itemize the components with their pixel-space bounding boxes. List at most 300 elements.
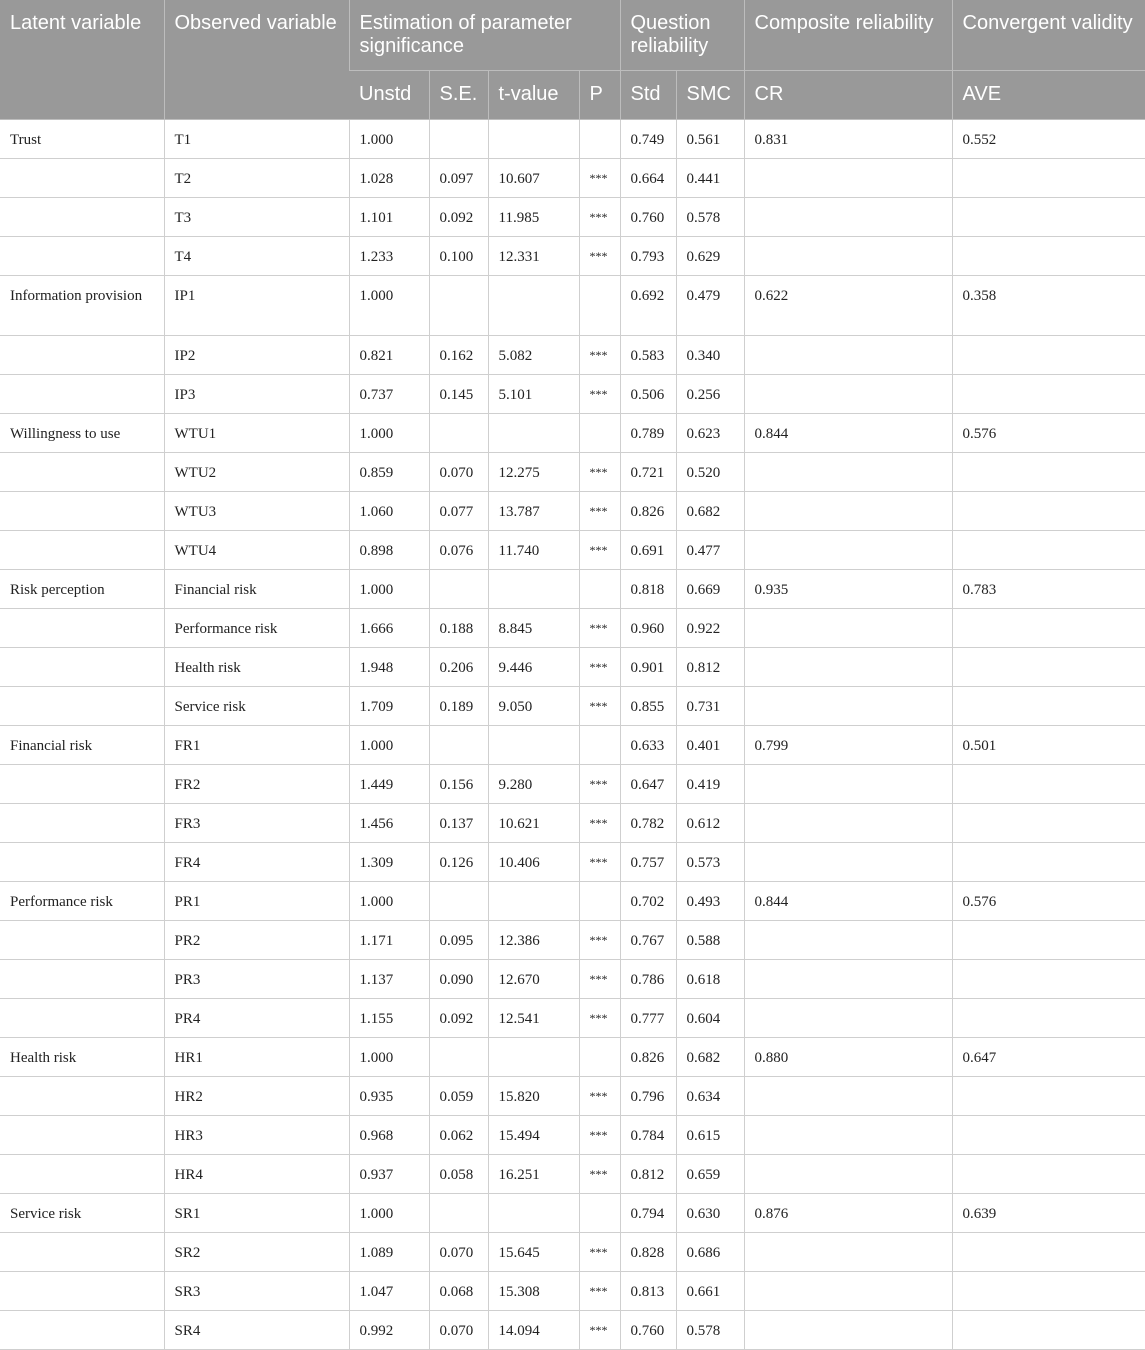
cell-p: *** [579, 804, 620, 843]
cell-latent-variable: Trust [0, 120, 164, 159]
cell-latent-variable [0, 375, 164, 414]
cell-tvalue [488, 570, 579, 609]
cell-unstd: 1.000 [349, 120, 429, 159]
table-header [0, 0, 1145, 120]
table-row [0, 1077, 1145, 1116]
table-body [0, 120, 1145, 1350]
cell-ave [952, 336, 1145, 375]
cell-latent-variable: Financial risk [0, 726, 164, 765]
table-row [0, 237, 1145, 276]
cell-p: *** [579, 1155, 620, 1194]
cell-p: *** [579, 531, 620, 570]
cell-smc: 0.615 [676, 1116, 744, 1155]
cell-smc: 0.340 [676, 336, 744, 375]
cell-observed-variable: PR2 [164, 921, 349, 960]
cell-unstd: 1.101 [349, 198, 429, 237]
cell-observed-variable: SR3 [164, 1272, 349, 1311]
header-convergent-validity: Convergent validity [952, 0, 1145, 71]
cell-smc: 0.441 [676, 159, 744, 198]
table-row [0, 843, 1145, 882]
cell-se: 0.156 [429, 765, 488, 804]
cell-cr [744, 1155, 952, 1194]
cell-latent-variable [0, 336, 164, 375]
cell-unstd: 1.000 [349, 414, 429, 453]
cell-unstd: 1.000 [349, 1194, 429, 1233]
header-question-reliability: Question reliability [620, 0, 744, 71]
cell-latent-variable [0, 159, 164, 198]
cell-cr [744, 336, 952, 375]
cell-tvalue: 12.541 [488, 999, 579, 1038]
cell-ave [952, 687, 1145, 726]
cell-p: *** [579, 1233, 620, 1272]
cell-observed-variable: WTU3 [164, 492, 349, 531]
cell-se [429, 276, 488, 336]
cell-smc: 0.682 [676, 1038, 744, 1077]
cell-tvalue: 13.787 [488, 492, 579, 531]
cell-ave [952, 609, 1145, 648]
cell-cr: 0.876 [744, 1194, 952, 1233]
cell-se: 0.090 [429, 960, 488, 999]
cell-smc: 0.629 [676, 237, 744, 276]
cell-observed-variable: WTU2 [164, 453, 349, 492]
cell-cr [744, 1233, 952, 1272]
table-row [0, 921, 1145, 960]
cell-cr [744, 159, 952, 198]
cell-unstd: 1.000 [349, 726, 429, 765]
cell-observed-variable: Financial risk [164, 570, 349, 609]
header-composite-reliability: Composite reliability [744, 0, 952, 71]
cell-p: *** [579, 453, 620, 492]
cell-ave [952, 1311, 1145, 1350]
cell-std: 0.777 [620, 999, 676, 1038]
cell-unstd: 0.898 [349, 531, 429, 570]
cell-se: 0.095 [429, 921, 488, 960]
cell-ave [952, 1272, 1145, 1311]
cell-se: 0.100 [429, 237, 488, 276]
table-row [0, 609, 1145, 648]
cell-tvalue: 15.494 [488, 1116, 579, 1155]
cell-observed-variable: HR3 [164, 1116, 349, 1155]
cell-se: 0.188 [429, 609, 488, 648]
cell-ave [952, 1155, 1145, 1194]
cell-std: 0.813 [620, 1272, 676, 1311]
table-row [0, 804, 1145, 843]
cell-ave [952, 237, 1145, 276]
cell-std: 0.749 [620, 120, 676, 159]
header-estimation: Estimation of parameter significance [349, 0, 620, 71]
cell-tvalue: 9.050 [488, 687, 579, 726]
cell-tvalue: 16.251 [488, 1155, 579, 1194]
cell-p: *** [579, 765, 620, 804]
cell-unstd: 1.449 [349, 765, 429, 804]
cell-std: 0.767 [620, 921, 676, 960]
cell-p: *** [579, 1272, 620, 1311]
cell-std: 0.664 [620, 159, 676, 198]
cell-tvalue: 5.082 [488, 336, 579, 375]
cell-std: 0.812 [620, 1155, 676, 1194]
cell-cr [744, 687, 952, 726]
table-row [0, 960, 1145, 999]
table-row [0, 648, 1145, 687]
cell-smc: 0.578 [676, 1311, 744, 1350]
cell-cr: 0.844 [744, 882, 952, 921]
cell-ave [952, 1233, 1145, 1272]
cell-tvalue: 9.446 [488, 648, 579, 687]
cell-std: 0.796 [620, 1077, 676, 1116]
cell-latent-variable [0, 804, 164, 843]
table-row [0, 453, 1145, 492]
cell-cr [744, 453, 952, 492]
cell-unstd: 1.233 [349, 237, 429, 276]
cell-ave [952, 159, 1145, 198]
cell-se: 0.068 [429, 1272, 488, 1311]
cell-ave: 0.552 [952, 120, 1145, 159]
cell-smc: 0.623 [676, 414, 744, 453]
cell-p [579, 1194, 620, 1233]
cell-smc: 0.661 [676, 1272, 744, 1311]
cell-tvalue: 12.331 [488, 237, 579, 276]
cell-observed-variable: FR3 [164, 804, 349, 843]
cell-unstd: 1.137 [349, 960, 429, 999]
cell-std: 0.702 [620, 882, 676, 921]
cell-observed-variable: FR2 [164, 765, 349, 804]
cell-unstd: 0.737 [349, 375, 429, 414]
cell-smc: 0.612 [676, 804, 744, 843]
cell-ave [952, 648, 1145, 687]
cell-unstd: 1.000 [349, 1038, 429, 1077]
cell-std: 0.793 [620, 237, 676, 276]
table-row [0, 1233, 1145, 1272]
table-row [0, 159, 1145, 198]
cell-p [579, 120, 620, 159]
table-row [0, 1038, 1145, 1077]
cell-smc: 0.669 [676, 570, 744, 609]
cell-p: *** [579, 1311, 620, 1350]
cell-cr [744, 648, 952, 687]
cell-tvalue: 15.820 [488, 1077, 579, 1116]
cell-se: 0.070 [429, 1311, 488, 1350]
table-row [0, 1116, 1145, 1155]
cell-unstd: 0.935 [349, 1077, 429, 1116]
cell-cr: 0.935 [744, 570, 952, 609]
cell-latent-variable [0, 765, 164, 804]
cell-ave [952, 921, 1145, 960]
cell-p [579, 276, 620, 336]
cell-latent-variable [0, 531, 164, 570]
cell-observed-variable: WTU4 [164, 531, 349, 570]
cell-p: *** [579, 198, 620, 237]
cell-cr [744, 531, 952, 570]
header-tvalue: t-value [488, 71, 579, 120]
header-se: S.E. [429, 71, 488, 120]
cell-p: *** [579, 237, 620, 276]
cell-latent-variable [0, 1272, 164, 1311]
cell-std: 0.855 [620, 687, 676, 726]
cell-ave: 0.576 [952, 414, 1145, 453]
cell-smc: 0.686 [676, 1233, 744, 1272]
table-row [0, 999, 1145, 1038]
cell-cr: 0.880 [744, 1038, 952, 1077]
cell-cr [744, 804, 952, 843]
cell-latent-variable: Risk perception [0, 570, 164, 609]
cell-tvalue: 15.308 [488, 1272, 579, 1311]
cell-p: *** [579, 843, 620, 882]
cell-unstd: 1.028 [349, 159, 429, 198]
cell-cr: 0.831 [744, 120, 952, 159]
table-row [0, 1194, 1145, 1233]
cell-unstd: 1.666 [349, 609, 429, 648]
cell-smc: 0.682 [676, 492, 744, 531]
cell-smc: 0.659 [676, 1155, 744, 1194]
cell-ave [952, 453, 1145, 492]
cell-tvalue: 8.845 [488, 609, 579, 648]
cell-cr [744, 609, 952, 648]
table-row [0, 375, 1145, 414]
cell-unstd: 1.456 [349, 804, 429, 843]
cell-ave: 0.647 [952, 1038, 1145, 1077]
cell-cr [744, 1116, 952, 1155]
cell-observed-variable: T2 [164, 159, 349, 198]
cell-ave [952, 843, 1145, 882]
cell-std: 0.506 [620, 375, 676, 414]
cell-smc: 0.561 [676, 120, 744, 159]
cell-smc: 0.493 [676, 882, 744, 921]
cell-std: 0.583 [620, 336, 676, 375]
cell-latent-variable: Information provision [0, 276, 164, 336]
cell-se: 0.059 [429, 1077, 488, 1116]
cell-p [579, 570, 620, 609]
cell-p: *** [579, 999, 620, 1038]
cell-tvalue [488, 882, 579, 921]
cell-observed-variable: PR3 [164, 960, 349, 999]
table-row [0, 1272, 1145, 1311]
cell-observed-variable: FR1 [164, 726, 349, 765]
header-smc: SMC [676, 71, 744, 120]
cell-p: *** [579, 687, 620, 726]
table-row [0, 492, 1145, 531]
cell-se: 0.076 [429, 531, 488, 570]
cell-observed-variable: Health risk [164, 648, 349, 687]
cell-std: 0.794 [620, 1194, 676, 1233]
cell-cr: 0.799 [744, 726, 952, 765]
cell-tvalue: 9.280 [488, 765, 579, 804]
cell-unstd: 0.968 [349, 1116, 429, 1155]
cell-se: 0.070 [429, 453, 488, 492]
cell-se: 0.126 [429, 843, 488, 882]
header-std: Std [620, 71, 676, 120]
cell-cr: 0.844 [744, 414, 952, 453]
cell-cr [744, 375, 952, 414]
cell-se: 0.137 [429, 804, 488, 843]
cell-p: *** [579, 1077, 620, 1116]
cell-latent-variable [0, 453, 164, 492]
cell-std: 0.782 [620, 804, 676, 843]
table-row [0, 414, 1145, 453]
cell-std: 0.633 [620, 726, 676, 765]
cell-std: 0.691 [620, 531, 676, 570]
cell-std: 0.786 [620, 960, 676, 999]
cell-std: 0.960 [620, 609, 676, 648]
cell-smc: 0.630 [676, 1194, 744, 1233]
cell-se: 0.077 [429, 492, 488, 531]
cell-std: 0.721 [620, 453, 676, 492]
cell-std: 0.828 [620, 1233, 676, 1272]
cell-observed-variable: SR2 [164, 1233, 349, 1272]
cell-ave [952, 960, 1145, 999]
cell-p: *** [579, 960, 620, 999]
cell-p [579, 1038, 620, 1077]
header-observed-variable: Observed variable [164, 0, 349, 120]
cell-smc: 0.477 [676, 531, 744, 570]
cell-observed-variable: T3 [164, 198, 349, 237]
cell-cr [744, 492, 952, 531]
cell-std: 0.826 [620, 1038, 676, 1077]
cell-se [429, 120, 488, 159]
cell-p [579, 414, 620, 453]
cell-std: 0.760 [620, 198, 676, 237]
cell-unstd: 0.992 [349, 1311, 429, 1350]
cell-observed-variable: PR4 [164, 999, 349, 1038]
cell-std: 0.757 [620, 843, 676, 882]
cell-latent-variable [0, 999, 164, 1038]
cell-observed-variable: IP1 [164, 276, 349, 336]
cell-unstd: 1.948 [349, 648, 429, 687]
table-row [0, 276, 1145, 336]
cell-cr [744, 960, 952, 999]
cell-std: 0.901 [620, 648, 676, 687]
table-row [0, 726, 1145, 765]
cell-tvalue [488, 276, 579, 336]
cell-observed-variable: HR2 [164, 1077, 349, 1116]
cell-latent-variable [0, 1116, 164, 1155]
cell-smc: 0.588 [676, 921, 744, 960]
cell-p [579, 726, 620, 765]
cell-observed-variable: T1 [164, 120, 349, 159]
cell-observed-variable: HR4 [164, 1155, 349, 1194]
cell-smc: 0.479 [676, 276, 744, 336]
cell-cr [744, 1272, 952, 1311]
cell-unstd: 1.155 [349, 999, 429, 1038]
cell-ave: 0.501 [952, 726, 1145, 765]
cell-latent-variable [0, 648, 164, 687]
cell-observed-variable: IP3 [164, 375, 349, 414]
cell-unstd: 1.000 [349, 882, 429, 921]
cell-se [429, 414, 488, 453]
cell-se [429, 1194, 488, 1233]
cell-observed-variable: FR4 [164, 843, 349, 882]
cell-ave [952, 765, 1145, 804]
cell-p: *** [579, 921, 620, 960]
cell-tvalue: 10.621 [488, 804, 579, 843]
cell-unstd: 1.709 [349, 687, 429, 726]
cell-latent-variable [0, 843, 164, 882]
cell-cr [744, 765, 952, 804]
cell-cr [744, 999, 952, 1038]
cell-latent-variable [0, 1311, 164, 1350]
cell-std: 0.647 [620, 765, 676, 804]
cell-p: *** [579, 492, 620, 531]
cell-observed-variable: HR1 [164, 1038, 349, 1077]
table-row [0, 687, 1145, 726]
cell-latent-variable [0, 237, 164, 276]
cell-tvalue: 5.101 [488, 375, 579, 414]
cell-observed-variable: WTU1 [164, 414, 349, 453]
cell-ave [952, 531, 1145, 570]
header-p: P [579, 71, 620, 120]
table-row [0, 1311, 1145, 1350]
cell-p: *** [579, 648, 620, 687]
cell-ave [952, 375, 1145, 414]
cell-latent-variable [0, 492, 164, 531]
cell-tvalue: 12.386 [488, 921, 579, 960]
cell-unstd: 0.859 [349, 453, 429, 492]
cell-se: 0.189 [429, 687, 488, 726]
cell-latent-variable [0, 921, 164, 960]
cell-tvalue [488, 1194, 579, 1233]
cell-tvalue: 14.094 [488, 1311, 579, 1350]
cell-unstd: 1.000 [349, 276, 429, 336]
cell-smc: 0.401 [676, 726, 744, 765]
cell-latent-variable [0, 687, 164, 726]
cell-smc: 0.520 [676, 453, 744, 492]
cell-tvalue: 12.275 [488, 453, 579, 492]
cell-ave: 0.639 [952, 1194, 1145, 1233]
cell-unstd: 1.171 [349, 921, 429, 960]
cell-smc: 0.731 [676, 687, 744, 726]
cell-p: *** [579, 1116, 620, 1155]
cell-unstd: 0.937 [349, 1155, 429, 1194]
cell-latent-variable: Service risk [0, 1194, 164, 1233]
cell-ave [952, 1116, 1145, 1155]
cell-se [429, 1038, 488, 1077]
table-row [0, 198, 1145, 237]
cell-se: 0.092 [429, 198, 488, 237]
cell-smc: 0.604 [676, 999, 744, 1038]
cell-unstd: 0.821 [349, 336, 429, 375]
cell-ave [952, 492, 1145, 531]
cell-cr [744, 1311, 952, 1350]
header-latent-variable: Latent variable [0, 0, 164, 120]
cell-latent-variable [0, 609, 164, 648]
cell-smc: 0.634 [676, 1077, 744, 1116]
cell-observed-variable: T4 [164, 237, 349, 276]
cell-p: *** [579, 609, 620, 648]
cell-cr [744, 1077, 952, 1116]
cell-smc: 0.922 [676, 609, 744, 648]
cell-tvalue: 12.670 [488, 960, 579, 999]
cell-smc: 0.419 [676, 765, 744, 804]
cell-smc: 0.573 [676, 843, 744, 882]
table-row [0, 570, 1145, 609]
cell-se: 0.070 [429, 1233, 488, 1272]
cell-tvalue [488, 120, 579, 159]
cell-se: 0.145 [429, 375, 488, 414]
cell-p: *** [579, 375, 620, 414]
cell-std: 0.784 [620, 1116, 676, 1155]
cell-se [429, 570, 488, 609]
cell-ave: 0.783 [952, 570, 1145, 609]
cell-p: *** [579, 336, 620, 375]
cell-tvalue: 10.607 [488, 159, 579, 198]
header-unstd: Unstd [349, 71, 429, 120]
cell-latent-variable: Performance risk [0, 882, 164, 921]
cell-ave: 0.358 [952, 276, 1145, 336]
cell-latent-variable: Health risk [0, 1038, 164, 1077]
cell-observed-variable: Performance risk [164, 609, 349, 648]
cell-smc: 0.256 [676, 375, 744, 414]
cell-latent-variable [0, 198, 164, 237]
cell-cr [744, 921, 952, 960]
